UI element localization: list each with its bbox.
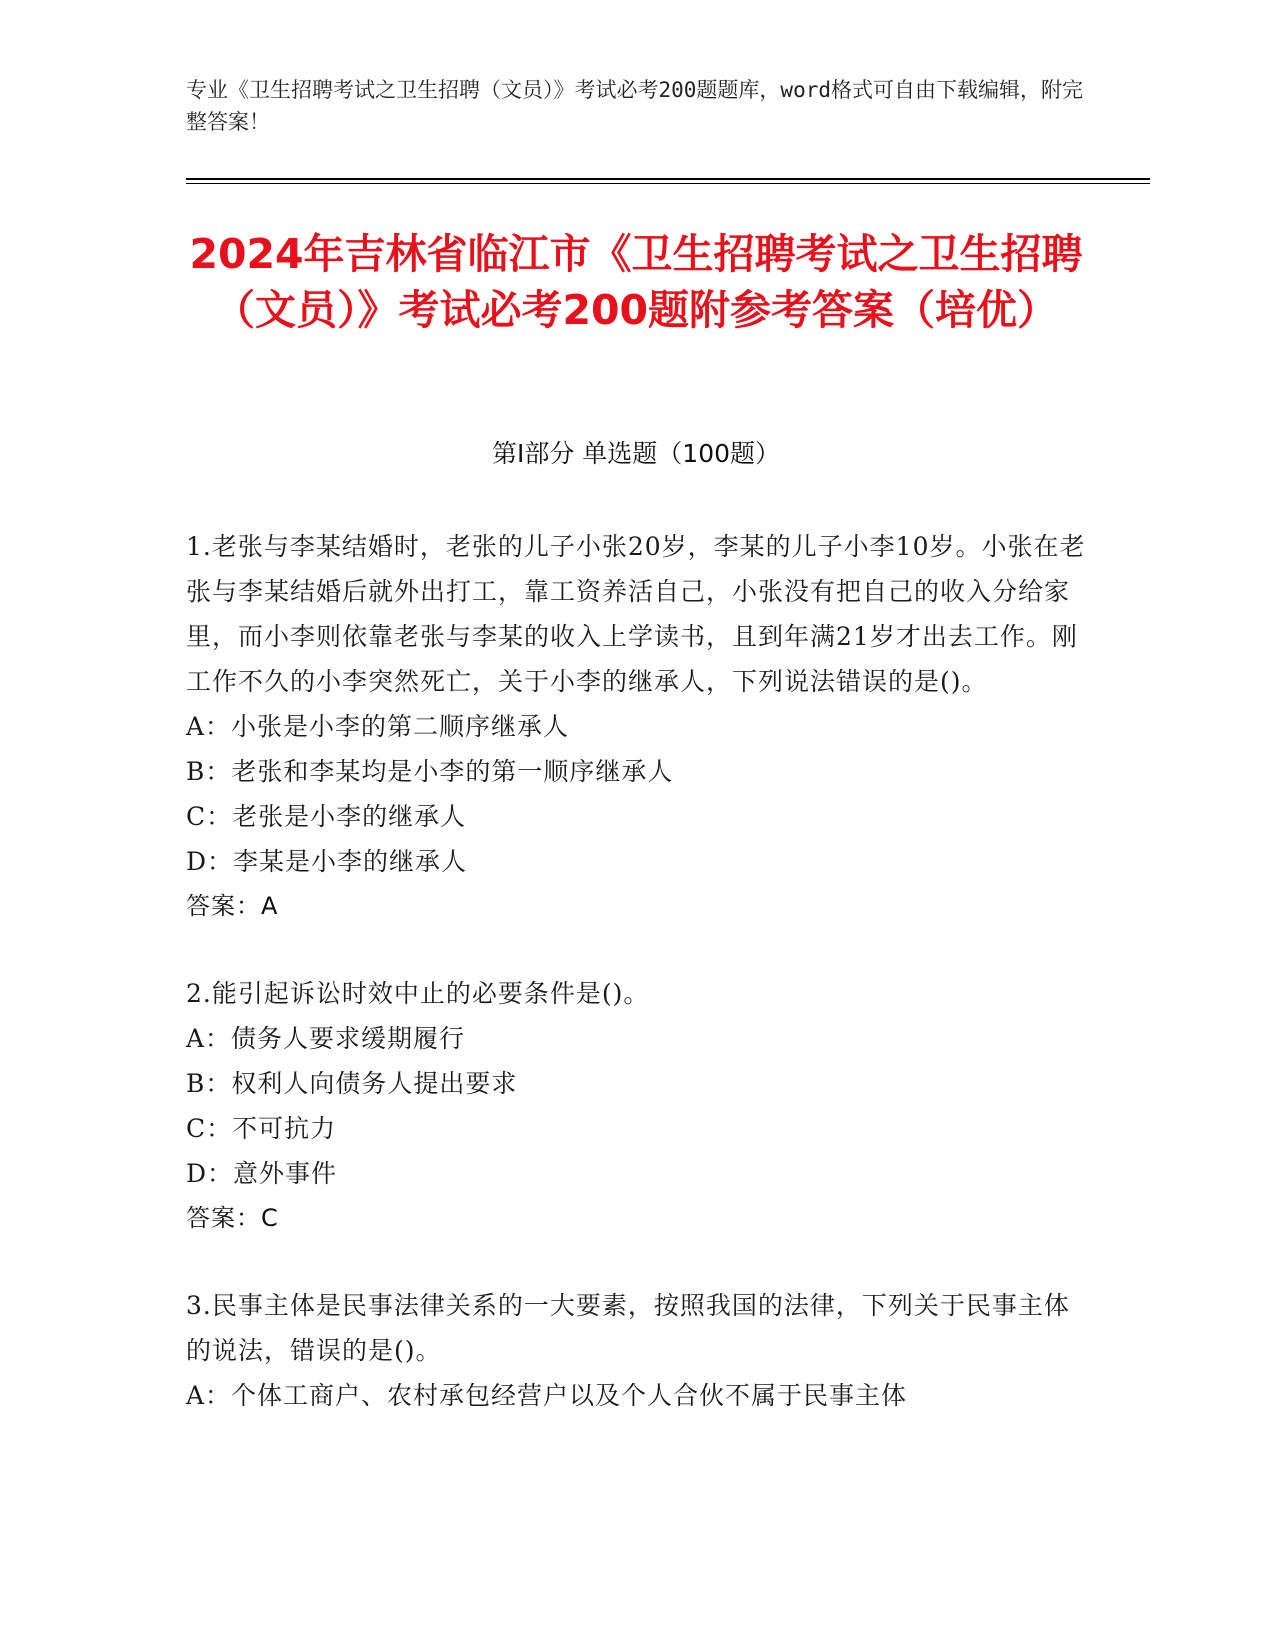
header-rule-thick xyxy=(186,178,1150,180)
option-c: C：不可抗力 xyxy=(186,1114,337,1143)
question-2 xyxy=(186,971,1086,1241)
option-b: B：权利人向债务人提出要求 xyxy=(186,1069,518,1098)
question-3 xyxy=(186,1283,1086,1418)
section-title: 第Ⅰ部分 单选题（100题） xyxy=(491,439,781,468)
option-d: D：李某是小李的继承人 xyxy=(186,847,468,876)
option-c: C：老张是小李的继承人 xyxy=(186,802,467,831)
option-a: A：债务人要求缓期履行 xyxy=(186,1024,466,1053)
header-note: 专业《卫生招聘考试之卫生招聘（文员）》考试必考200题题库，word格式可自由下载编辑，附完整答案！ xyxy=(186,78,1083,134)
option-b: B：老张和李某均是小李的第一顺序继承人 xyxy=(186,757,674,786)
option-a: A：小张是小李的第二顺序继承人 xyxy=(186,712,570,741)
option-d: D：意外事件 xyxy=(186,1159,338,1188)
question-stem: 3.民事主体是民事法律关系的一大要素，按照我国的法律，下列关于民事主体的说法，错误的是()。 xyxy=(186,1291,1070,1365)
question-stem: 2.能引起诉讼时效中止的必要条件是()。 xyxy=(186,979,650,1008)
header-rule-thin xyxy=(186,183,1150,184)
answer-label: 答案：C xyxy=(186,1204,279,1232)
document-title: 2024年吉林省临江市《卫生招聘考试之卫生招聘（文员）》考试必考200题附参考答案（培优） xyxy=(189,230,1083,334)
question-list xyxy=(186,524,1086,1418)
answer-label: 答案：A xyxy=(186,892,279,920)
question-1 xyxy=(186,524,1086,929)
option-a: A：个体工商户、农村承包经营户以及个人合伙不属于民事主体 xyxy=(186,1381,908,1410)
question-stem: 1.老张与李某结婚时，老张的儿子小张20岁，李某的儿子小李10岁。小张在老张与李某结婚后就外出打工，靠工资养活自己，小张没有把自己的收入分给家里，而小李则依靠老张与李某的收入上学读书，且到年满21岁才出去工作。刚工作不久的小李突然死亡，关于小李的继承人，下列说法错误的是()。 xyxy=(186,532,1086,696)
